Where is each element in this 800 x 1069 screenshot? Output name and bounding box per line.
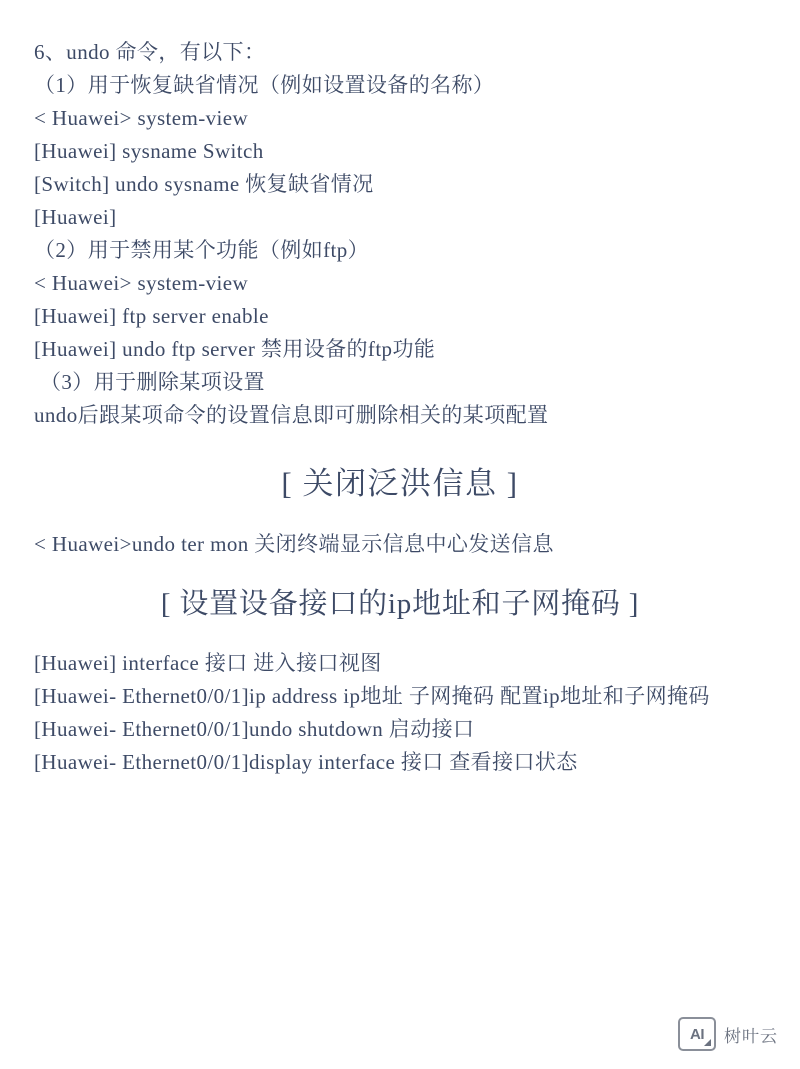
text-line: 6、undo 命令，有以下： xyxy=(34,40,266,64)
text-line: < Huawei>undo ter mon 关闭终端显示信息中心发送信息 xyxy=(34,532,554,556)
ai-badge-text: AI xyxy=(690,1025,704,1043)
text-line: （1）用于恢复缺省情况（例如设置设备的名称） xyxy=(34,73,495,97)
watermark-label: 树叶云 xyxy=(724,1026,778,1046)
text-line: < Huawei> system-view xyxy=(34,106,249,130)
text-line: [Huawei] ftp server enable xyxy=(34,304,269,328)
spacer xyxy=(34,561,766,579)
ai-badge-icon xyxy=(678,1017,716,1051)
spacer xyxy=(34,510,766,528)
text-line: < Huawei> system-view xyxy=(34,271,249,295)
text-line: [Huawei] xyxy=(34,205,117,229)
spacer xyxy=(34,432,766,458)
section-heading-flood: [ 关闭泛洪信息 ] xyxy=(281,466,519,501)
spacer xyxy=(34,629,766,647)
text-line: [Huawei] interface 接口 进入接口视图 xyxy=(34,651,382,675)
text-line: [Huawei- Ethernet0/0/1]display interface 接口 查看接口状态 xyxy=(34,750,578,774)
text-line: [Huawei] undo ftp server 禁用设备的ftp功能 xyxy=(34,337,436,361)
section-heading-ip: [ 设置设备接口的ip地址和子网掩码 ] xyxy=(160,588,640,620)
text-line: （3）用于删除某项设置 xyxy=(40,370,265,394)
ip-command-section xyxy=(34,647,766,779)
watermark xyxy=(678,1017,778,1051)
flood-command-section xyxy=(34,528,766,561)
text-line: [Switch] undo sysname 恢复缺省情况 xyxy=(34,172,374,196)
undo-command-section xyxy=(34,36,766,432)
text-line: undo后跟某项命令的设置信息即可删除相关的某项配置 xyxy=(34,403,549,427)
text-line: [Huawei- Ethernet0/0/1]ip address ip地址 子网掩码 配置ip地址和子网掩码 xyxy=(34,684,710,708)
text-line: [Huawei- Ethernet0/0/1]undo shutdown 启动接口 xyxy=(34,717,475,741)
text-line: [Huawei] sysname Switch xyxy=(34,139,264,163)
badge-corner-icon xyxy=(704,1039,711,1046)
text-line: （2）用于禁用某个功能（例如ftp） xyxy=(34,238,370,262)
